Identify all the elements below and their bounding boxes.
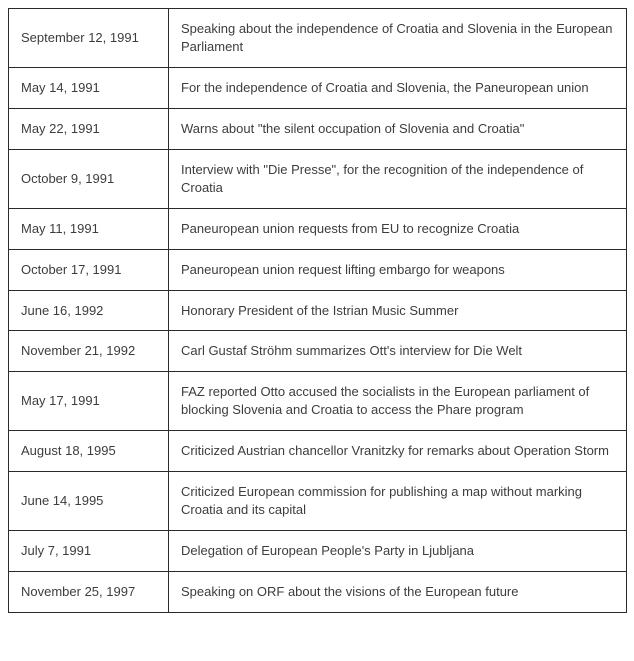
- table-row: [9, 149, 627, 208]
- event-description-cell: Criticized Austrian chancellor Vranitzky for remarks about Operation Storm: [169, 431, 627, 472]
- table-row: [9, 572, 627, 613]
- event-description-cell: Speaking about the independence of Croatia and Slovenia in the European Parliament: [169, 9, 627, 68]
- event-description-cell: Paneuropean union requests from EU to recognize Croatia: [169, 208, 627, 249]
- event-description-cell: Criticized European commission for publishing a map without marking Croatia and its capital: [169, 472, 627, 531]
- table-row: [9, 9, 627, 68]
- table-row: [9, 249, 627, 290]
- event-description-cell: Interview with "Die Presse", for the recognition of the independence of Croatia: [169, 149, 627, 208]
- event-date-cell: May 11, 1991: [9, 208, 169, 249]
- table-row: [9, 290, 627, 331]
- event-description-cell: Speaking on ORF about the visions of the European future: [169, 572, 627, 613]
- event-description-cell: Warns about "the silent occupation of Slovenia and Croatia": [169, 108, 627, 149]
- table-row: [9, 108, 627, 149]
- event-date-cell: November 21, 1992: [9, 331, 169, 372]
- table-row: [9, 431, 627, 472]
- event-description-cell: For the independence of Croatia and Slovenia, the Paneuropean union: [169, 67, 627, 108]
- table-row: [9, 331, 627, 372]
- event-description-cell: Honorary President of the Istrian Music Summer: [169, 290, 627, 331]
- table-row: [9, 67, 627, 108]
- table-row: [9, 472, 627, 531]
- events-table: [8, 8, 627, 613]
- event-date-cell: May 22, 1991: [9, 108, 169, 149]
- event-date-cell: May 14, 1991: [9, 67, 169, 108]
- event-date-cell: July 7, 1991: [9, 531, 169, 572]
- event-date-cell: October 9, 1991: [9, 149, 169, 208]
- table-row: [9, 372, 627, 431]
- event-description-cell: Delegation of European People's Party in Ljubljana: [169, 531, 627, 572]
- table-row: [9, 208, 627, 249]
- event-date-cell: June 14, 1995: [9, 472, 169, 531]
- events-table-body: [9, 9, 627, 613]
- table-row: [9, 531, 627, 572]
- event-description-cell: Paneuropean union request lifting embargo for weapons: [169, 249, 627, 290]
- event-date-cell: October 17, 1991: [9, 249, 169, 290]
- event-date-cell: November 25, 1997: [9, 572, 169, 613]
- event-date-cell: June 16, 1992: [9, 290, 169, 331]
- event-date-cell: May 17, 1991: [9, 372, 169, 431]
- event-date-cell: September 12, 1991: [9, 9, 169, 68]
- event-description-cell: FAZ reported Otto accused the socialists in the European parliament of blocking Slovenia and Croatia to access the Phare program: [169, 372, 627, 431]
- event-description-cell: Carl Gustaf Ströhm summarizes Ott's interview for Die Welt: [169, 331, 627, 372]
- event-date-cell: August 18, 1995: [9, 431, 169, 472]
